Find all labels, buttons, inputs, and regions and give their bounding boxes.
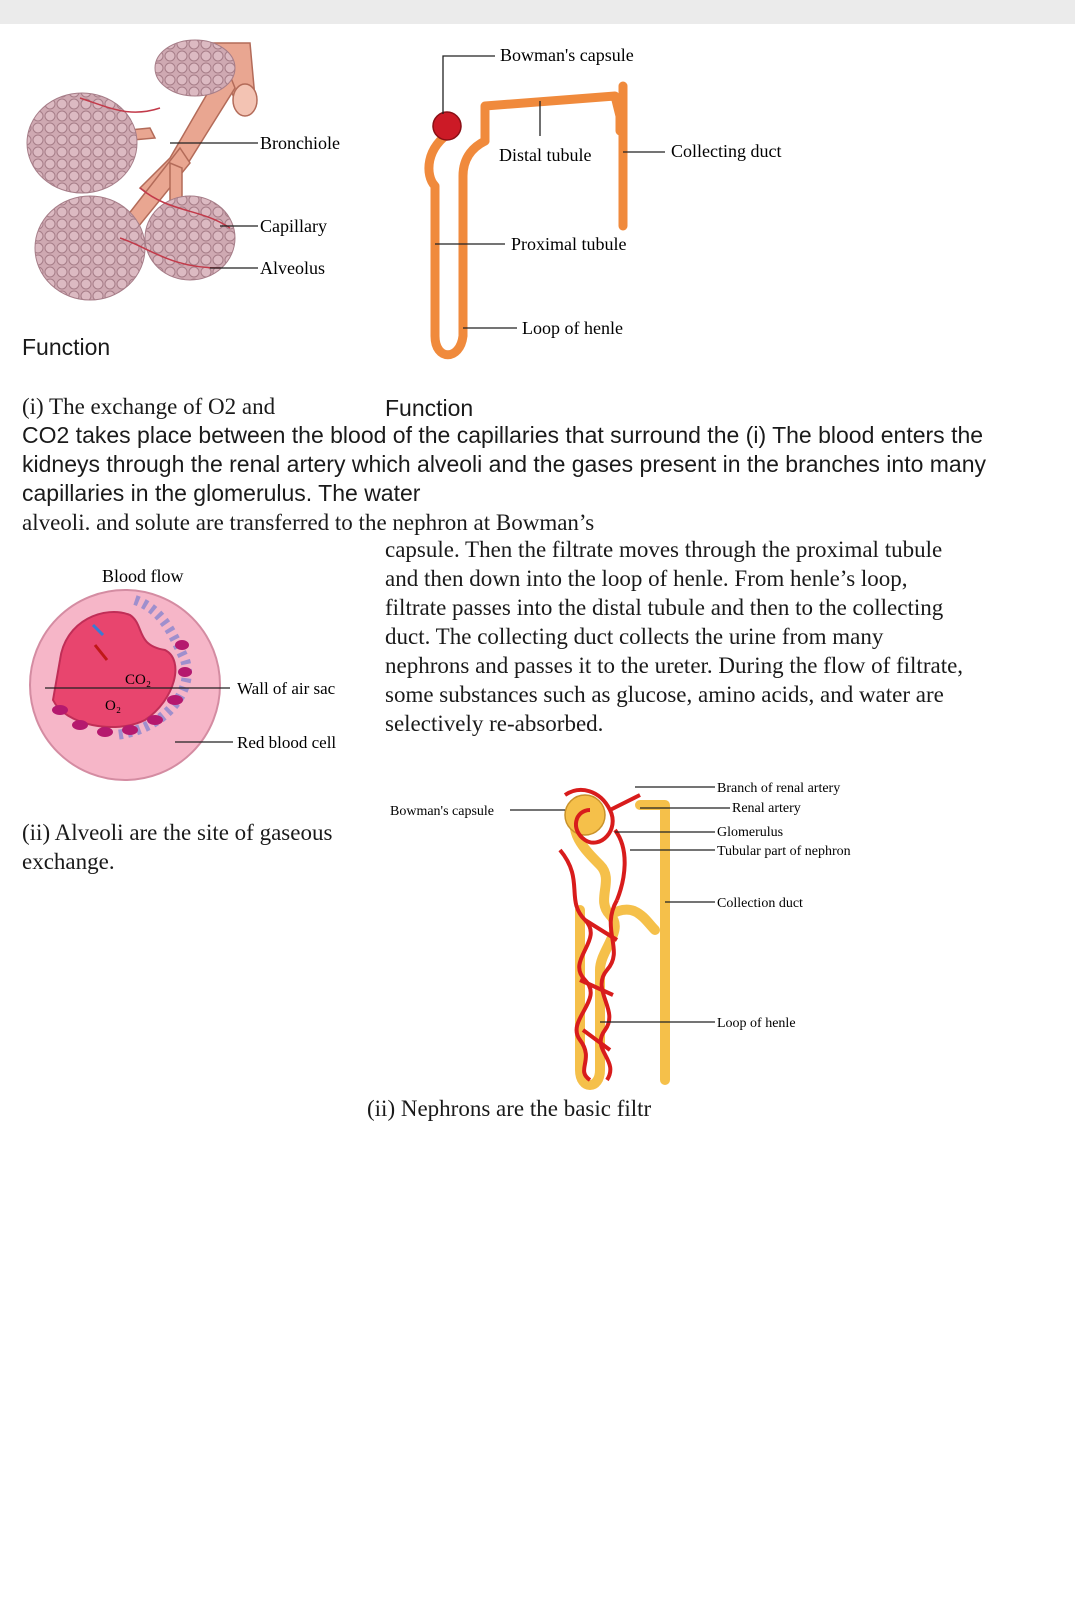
paragraph-line: nephrons and passes it to the ureter. During the flow of filtrate, <box>385 653 964 678</box>
bowmans-capsule-shape <box>433 112 461 140</box>
function-heading-left: Function <box>22 334 111 360</box>
branch-of-renal-artery-label: Branch of renal artery <box>717 781 841 796</box>
exchange-line-1: (i) The exchange of O2 and <box>22 394 276 419</box>
loop-of-henle-label: Loop of henle <box>522 318 623 338</box>
alveoli-note <box>22 818 332 876</box>
collection-duct-label: Collection duct <box>717 896 803 911</box>
bronchiole-label: Bronchiole <box>260 133 340 153</box>
text-line-2: CO2 takes place between the blood of the capillaries that surround the (i) The blood enters the <box>22 422 984 448</box>
bowmans-capsule-shape <box>565 795 605 835</box>
nephron-diagram <box>385 770 885 1095</box>
proximal-tubule-label: Proximal tubule <box>511 234 627 254</box>
top-status-bar <box>0 0 1075 24</box>
alveoli-note-line: exchange. <box>22 849 115 874</box>
paragraph-line: and then down into the loop of henle. From henle’s loop, <box>385 566 908 591</box>
lung-alveoli-diagram <box>20 38 365 308</box>
paragraph-line: selectively re-absorbed. <box>385 711 604 736</box>
bowmans-capsule-label: Bowman's capsule <box>500 45 634 65</box>
kidney-tubule-diagram <box>405 36 805 366</box>
blood-flow-label: Blood flow <box>102 566 184 586</box>
text-line-4: capillaries in the glomerulus. The water <box>22 480 421 506</box>
co2-label: CO₂ <box>125 672 152 688</box>
wall-of-air-sac-label: Wall of air sac <box>237 679 336 698</box>
distal-tubule-label: Distal tubule <box>499 145 592 165</box>
paragraph-line: capsule. Then the filtrate moves through the proximal tubule <box>385 537 943 562</box>
capillary-label: Capillary <box>260 216 327 236</box>
paragraph-line: some substances such as glucose, amino acids, and water are <box>385 682 944 707</box>
nephron-note: (ii) Nephrons are the basic filtr <box>367 1096 652 1121</box>
collecting-duct-label: Collecting duct <box>671 141 782 161</box>
bowmans-capsule-label: Bowman's capsule <box>390 804 495 819</box>
air-sac-diagram <box>25 560 370 790</box>
loop-of-henle-label: Loop of henle <box>717 1016 796 1031</box>
o2-label: O₂ <box>105 698 122 714</box>
alveolus-cluster <box>27 40 235 300</box>
function-heading-right: Function <box>385 395 474 421</box>
renal-artery-label: Renal artery <box>732 801 801 816</box>
alveolus-label: Alveolus <box>260 258 325 278</box>
text-line-3: kidneys through the renal artery which alveoli and the gases present in the branches into many <box>22 451 987 477</box>
paragraph-line: duct. The collecting duct collects the urine from many <box>385 624 884 649</box>
glomerulus-label: Glomerulus <box>717 825 784 840</box>
tubular-part-label: Tubular part of nephron <box>717 844 851 859</box>
alveoli-note-line: (ii) Alveoli are the site of gaseous <box>22 820 333 845</box>
nephron-function-paragraph <box>385 535 963 738</box>
text-line-5: alveoli. and solute are transferred to the nephron at Bowman’s <box>22 510 595 535</box>
red-blood-cell-label: Red blood cell <box>237 733 337 752</box>
paragraph-line: filtrate passes into the distal tubule and then to the collecting <box>385 595 944 620</box>
